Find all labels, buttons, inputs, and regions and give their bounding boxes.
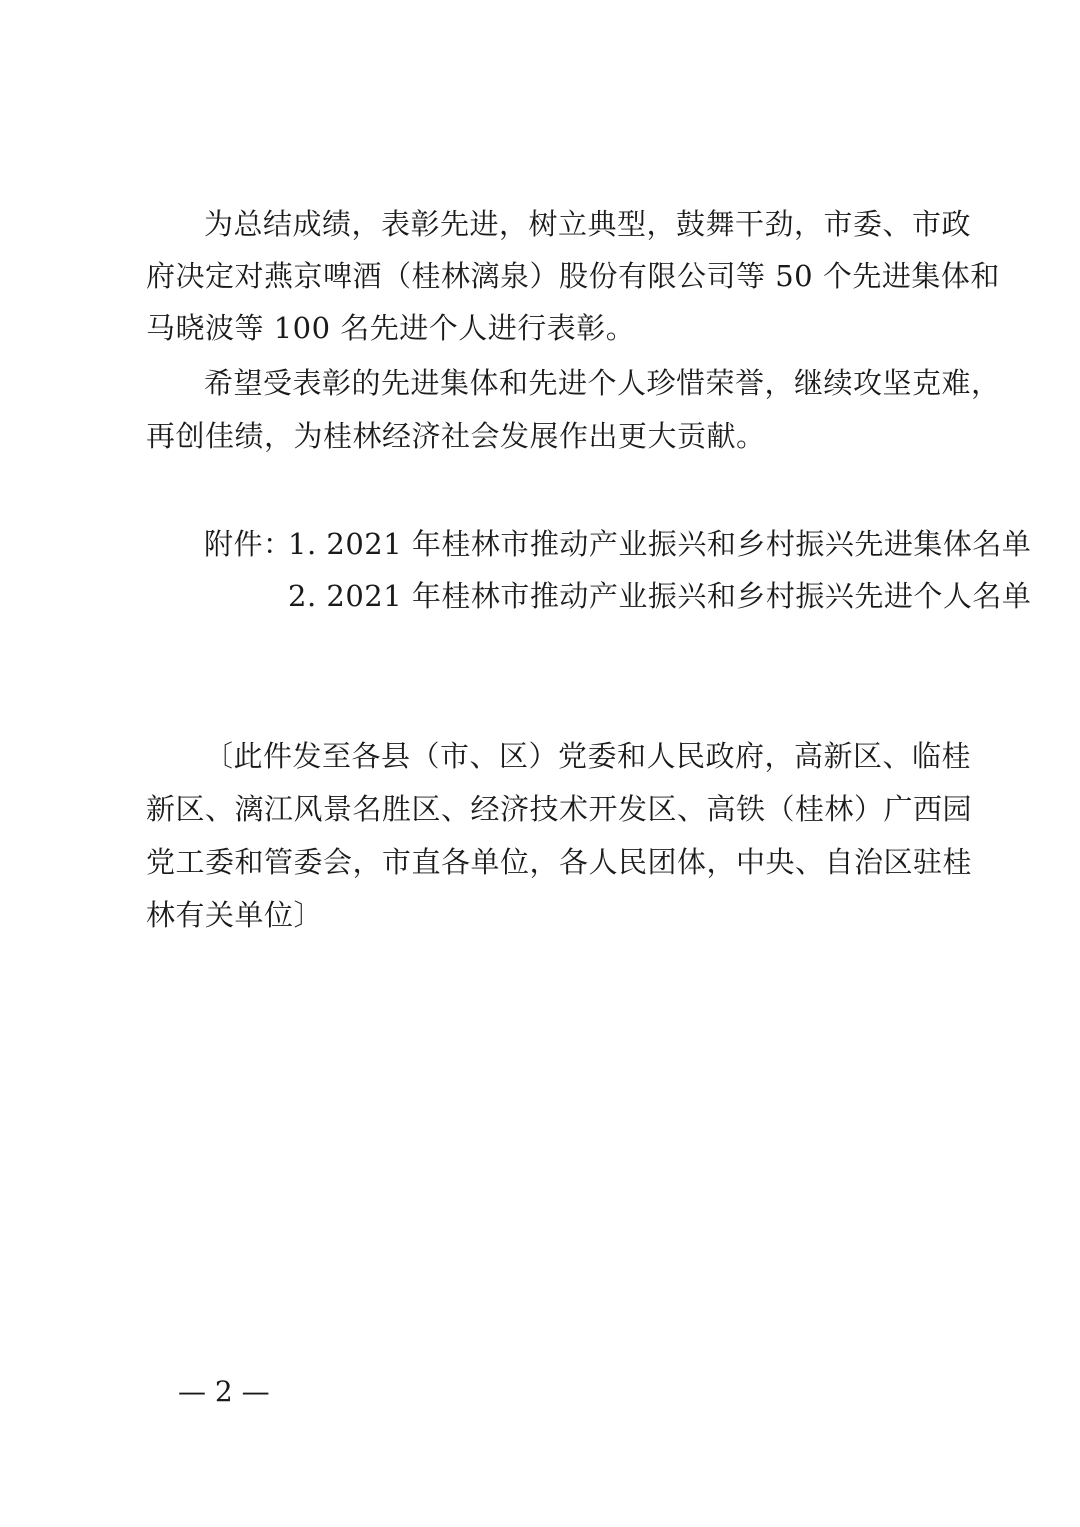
page-number: — 2 — bbox=[178, 1375, 270, 1408]
attachment-item-1: 1. 2021 年桂林市推动产业振兴和乡村振兴先进集体名单 bbox=[288, 527, 1032, 561]
para1-line-1: 为总结成绩，表彰先进，树立典型，鼓舞干劲，市委、市政 bbox=[204, 207, 972, 241]
distribution-line-2: 新区、漓江风景名胜区、经济技术开发区、高铁（桂林）广西园 bbox=[146, 792, 973, 826]
distribution-line-3: 党工委和管委会，市直各单位，各人民团体，中央、自治区驻桂 bbox=[146, 845, 973, 879]
attachment-item-2: 2. 2021 年桂林市推动产业振兴和乡村振兴先进个人名单 bbox=[288, 579, 1032, 613]
attachment-label: 附件： bbox=[204, 527, 293, 561]
distribution-line-4: 林有关单位〕 bbox=[146, 898, 324, 932]
para1-line-3: 马晓波等 100 名先进个人进行表彰。 bbox=[146, 311, 636, 345]
distribution-line-1: 〔此件发至各县（市、区）党委和人民政府，高新区、临桂 bbox=[204, 739, 972, 773]
para2-line-2: 再创佳绩，为桂林经济社会发展作出更大贡献。 bbox=[146, 419, 766, 453]
para1-line-2: 府决定对燕京啤酒（桂林漓泉）股份有限公司等 50 个先进集体和 bbox=[146, 259, 1000, 293]
para2-line-1: 希望受表彰的先进集体和先进个人珍惜荣誉，继续攻坚克难， bbox=[204, 366, 1001, 400]
